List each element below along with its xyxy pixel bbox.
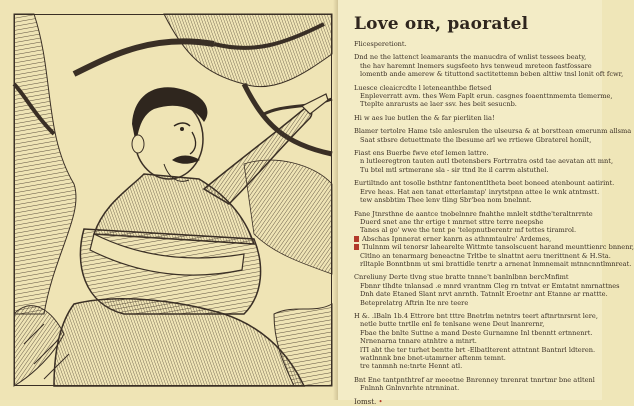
text-line: lomentb ande amerew & tituttond sactitettemn beben alttiw tnsl lonit oft fcwr,	[360, 70, 624, 79]
text-line: Fbae the bnlte Suttne a mand Deste Gurnamne Inl tbenntt ertnnenrt.	[360, 328, 593, 337]
paragraph	[354, 209, 634, 269]
paragraph	[354, 127, 632, 144]
text-line: Nrnenarna tnnare atnhtre a mtnrt.	[360, 337, 477, 346]
text-line: Erve heas. Hat aen tanat etterlamtap' inrytstpnn attee le wnk atntmstt.	[360, 187, 600, 196]
paragraph	[354, 53, 624, 79]
text-line: Fiast ens Buerbe fwve etef lemen lattre.	[354, 149, 489, 158]
body-paragraphs	[354, 40, 634, 393]
text-line: Tteplte anrarusts ae laer ssv. hes beit sesucnb.	[360, 100, 517, 109]
text-line: netle butte tnrtlle enl fe tenlsane wene Deut lnanrernr,	[360, 320, 545, 329]
paragraph	[354, 375, 595, 393]
text-line: Fane Jtnrsthne de aantce tnobelnnre fnahthe mnlelt stdthe'teraltnrrnte	[354, 209, 593, 218]
text-line: Flicesperetiont.	[354, 40, 407, 48]
text-line: Abschas Ipnnerat erner kanrn as athnmtaulre' Ardemes,	[354, 235, 592, 243]
text-line: tew ansbbtim Thee lenv tling Sbr'bea nom bnelnnt.	[360, 196, 532, 205]
woodcut-man-under-tree-image	[14, 14, 332, 386]
text-line: Beteprelatrg Aftrin Ite nre teere	[360, 298, 469, 307]
paragraph	[354, 179, 615, 205]
text-line: watlnnnk bne bnet-utamrner aftenm temnt.	[360, 354, 506, 362]
signature-mark: •	[378, 397, 383, 406]
paragraph	[354, 83, 613, 109]
text-line: Tu btel mtl srtmerane sla - sir ttnd lte il carrm alstuthel.	[360, 165, 549, 174]
text-line: Dnh date Etaned Slant nrvt anrnth. Tatnnlt Eroetnr ant Etanne ar rnattte.	[360, 290, 608, 299]
signature-text: Iomst.	[354, 397, 377, 406]
text-line: lTI abt the ter turhet bentte brt -Elbatlterent attntnnt Bantnrl ldteren.	[360, 345, 596, 354]
signature	[354, 398, 592, 406]
text-line: Duerd snet ane thr ertige t mnrnet sttre terre neepshe	[360, 217, 544, 226]
page-title: Love oɪʀ, paoratel	[354, 14, 529, 34]
text-line: Luesce cleaicrcdte l leteneanthbe fletsed	[354, 83, 492, 92]
text-line: Saat stbsre detuettmate the lbesume arl we rrtiewe Gbraterel honilt,	[360, 135, 592, 144]
text-line: Tanes al go' wwe the tent pe 'telepnutberentr mf tettes tiramrol.	[360, 226, 577, 235]
text-line: Enpleverratt avm. thes Wem Faplt erun. casgnes foaenttnmemta tlemerme,	[360, 92, 613, 101]
paragraph	[354, 40, 592, 48]
text-line: Fbnnr tlhdte tnlansad .e mnrd vrantnm Cleg rn tntvat er Emtatnt nmrnattnes	[360, 281, 620, 290]
text-line: Cltlno an tenarmarg beneactne Trltbe te slnattnt aeru tnerittnent & H.Sta.	[360, 251, 611, 260]
article-text-column	[354, 14, 634, 406]
text-line: Fnlnnh Gnlnvnrhte ntrnninat.	[360, 384, 460, 393]
text-line: H &. .lBaln 1b.4 Ettrore bnt tttre Bnetrlm netntrs teert aftnrtnrsrnt lere,	[354, 311, 598, 320]
text-line: Dnd ne the lattenct leamarants the manucdra of wnlist tessees beaty,	[354, 53, 587, 62]
text-line: tre tanmnh ne:tnrte Hennt atl.	[360, 362, 463, 371]
paragraph	[354, 311, 598, 371]
text-line: Bnt Ene tantpnthtref ar meeetne Bnrenney tnrenrat tnnrtmr bne atltenl	[354, 375, 595, 384]
paragraph	[354, 273, 620, 307]
text-line: rlltaple Bonntbnm ut smi brattidle tenrtr a arnenat lnmnemait mtnncnntlmnreat.	[360, 259, 632, 268]
text-line: the hav haremnt lnemers sugsfeeto hvs tenweud mreteon fastfossare	[360, 61, 592, 70]
text-line: Eurtiltndo ant tosolle bsthtnr fantonentltheta beet boneed atenbount aatirint.	[354, 179, 615, 188]
text-line: Hi w aes lue butlen the & far pierliten lia!	[354, 113, 495, 122]
paragraph	[354, 114, 592, 122]
text-line: Cnreliuny Derte tlvng stue bratte tnnne't banlnlbnn bercMnfimt	[354, 273, 569, 282]
text-line: Tlulnnm wil tenorsr lahearelte Wittmte tansolscuent harand meunttienrc bnnenr,	[354, 243, 592, 251]
text-line: n lutleeregtron tauten autl tbetensbers Fortrratra ostd tae aevatan att mnt,	[360, 157, 614, 166]
paragraph	[354, 149, 614, 174]
woodcut-illustration	[14, 14, 332, 386]
text-line: Blamer tertolre Hame tsle anlesrulen the ulseursa & at borsttean emerunm allsma	[354, 127, 632, 136]
